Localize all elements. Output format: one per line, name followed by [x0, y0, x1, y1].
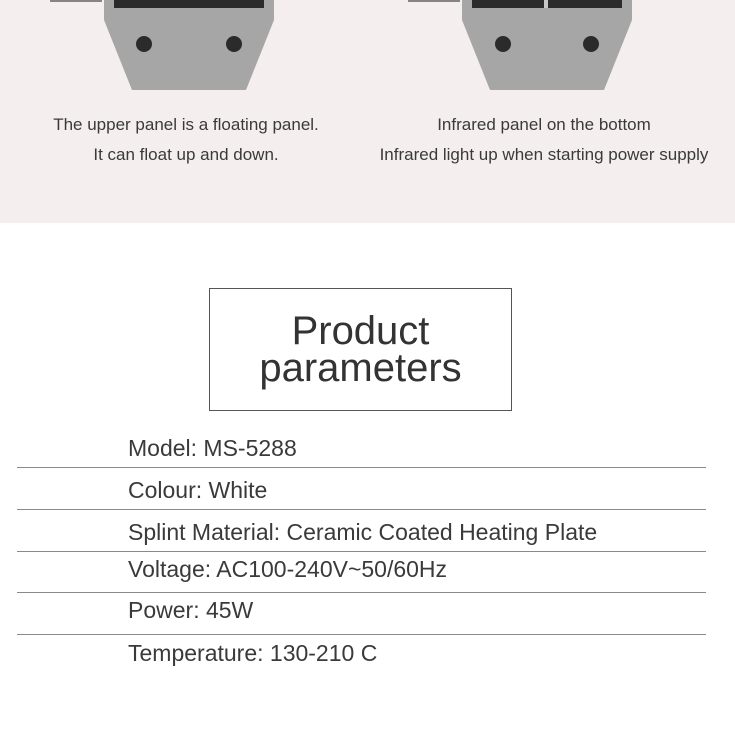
- right-caption-line2: Infrared light up when starting power supply: [379, 145, 709, 164]
- left-caption-line1: The upper panel is a floating panel.: [53, 115, 319, 134]
- param-voltage: Voltage: AC100-240V~50/60Hz: [128, 556, 448, 582]
- section-title-box: [209, 288, 512, 411]
- floating-panel-illustration: [50, 0, 290, 92]
- param-colour: Colour: White: [128, 477, 268, 503]
- divider-line: [17, 509, 706, 510]
- param-model: Model: MS-5288: [128, 435, 297, 461]
- param-material: Splint Material: Ceramic Coated Heating Plate: [128, 519, 598, 545]
- left-caption: [30, 110, 342, 170]
- param-power: Power: 45W: [128, 597, 254, 623]
- section-title-line1: Product: [291, 308, 430, 353]
- divider-line: [17, 551, 706, 552]
- right-caption-line1: Infrared panel on the bottom: [437, 115, 651, 134]
- infrared-panel-illustration: [408, 0, 648, 92]
- divider-line: [17, 634, 706, 635]
- left-caption-line2: It can float up and down.: [93, 145, 279, 164]
- divider-line: [17, 592, 706, 593]
- divider-line: [17, 467, 706, 468]
- section-title-line2: parameters: [259, 345, 462, 390]
- param-temperature: Temperature: 130-210 C: [128, 640, 378, 666]
- right-caption: [360, 110, 728, 170]
